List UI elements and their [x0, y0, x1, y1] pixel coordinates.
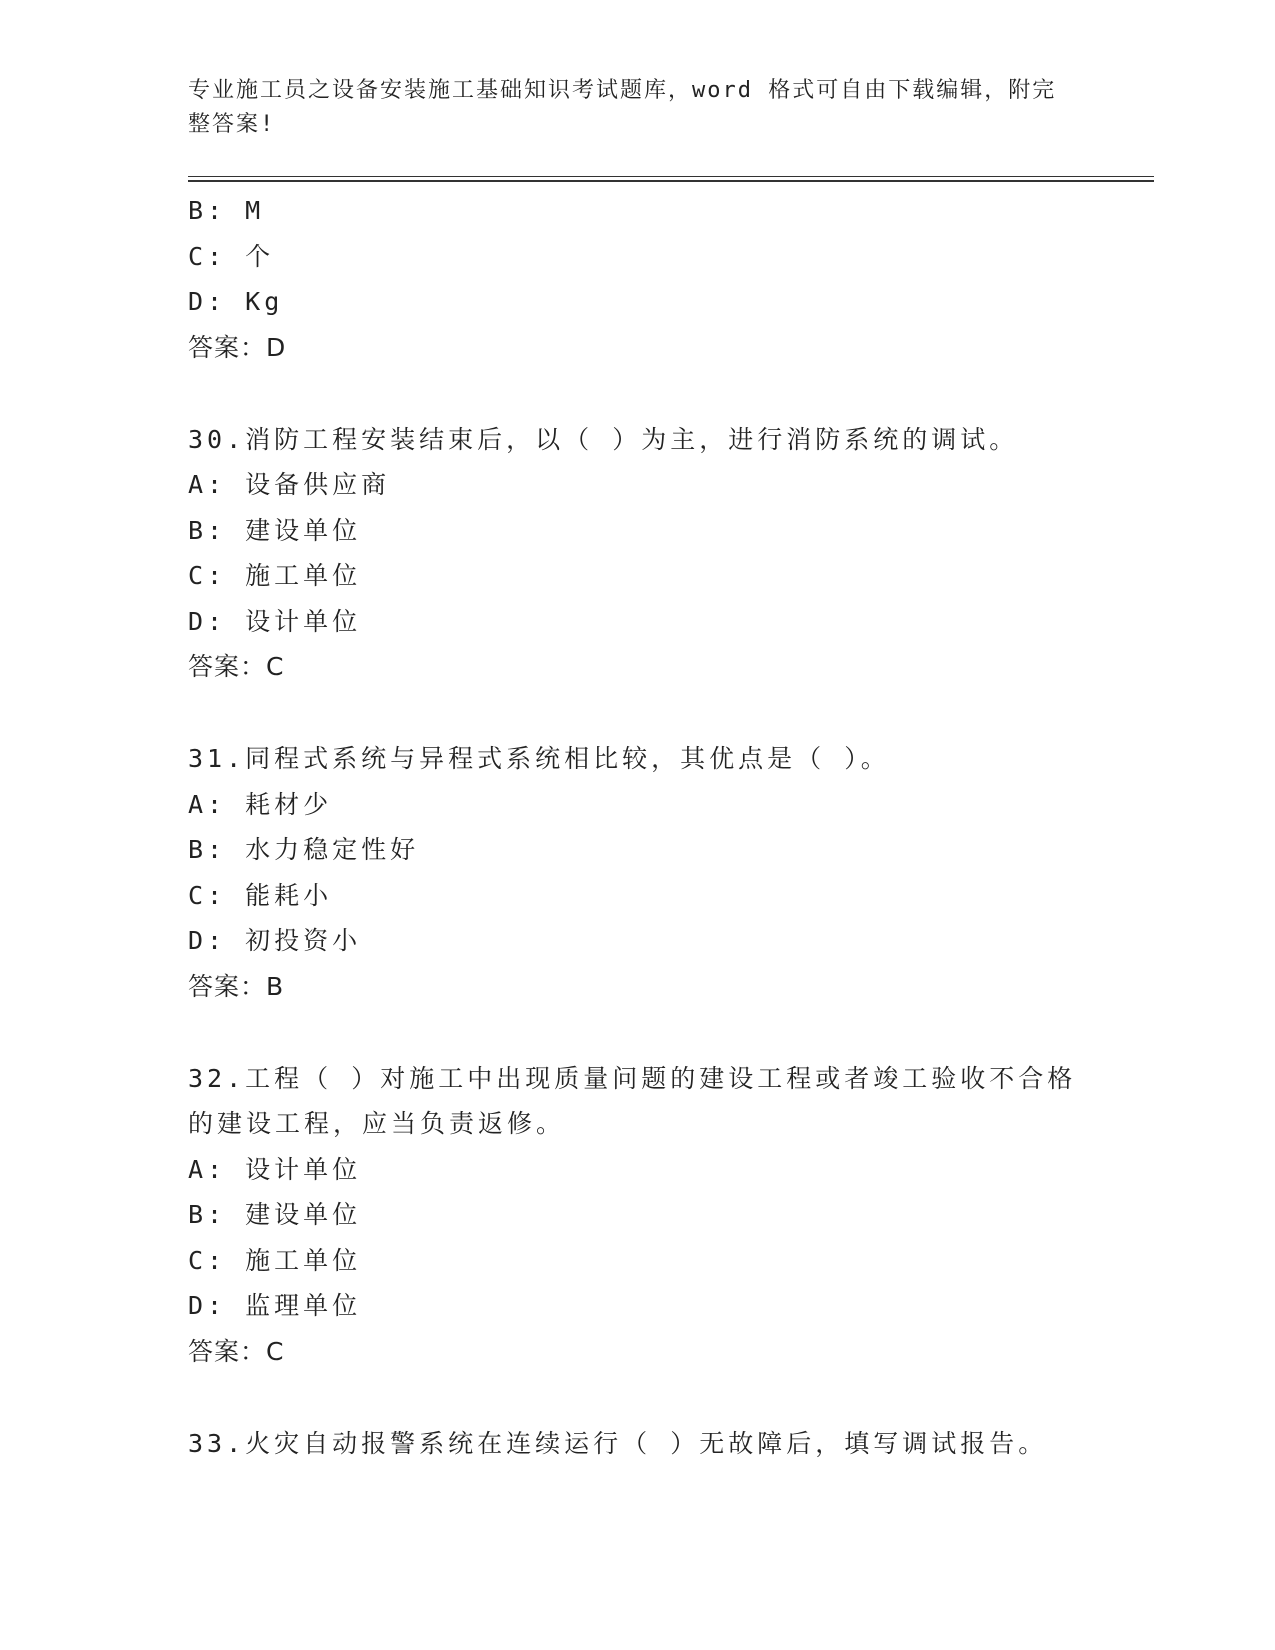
option-c: C: 个	[188, 241, 275, 271]
option-b: B: 建设单位	[188, 1200, 362, 1229]
option-b: B: M	[188, 196, 265, 225]
option-c: C: 能耗小	[188, 880, 333, 910]
spacer	[188, 1010, 1088, 1056]
answer-line: 答案：D	[188, 332, 287, 362]
question-stem-continued: 的建设工程，应当负责返修。	[188, 1109, 566, 1138]
answer-line: 答案：B	[188, 971, 285, 1001]
question-stem: 30.消防工程安装结束后，以（ ）为主，进行消防系统的调试。	[188, 424, 1019, 454]
answer-line: 答案：C	[188, 1336, 285, 1366]
option-d: D: Kg	[188, 287, 284, 316]
option-c: C: 施工单位	[188, 1245, 362, 1275]
question-33	[188, 1421, 1088, 1467]
question-31	[188, 736, 1088, 1010]
option-a: A: 设计单位	[188, 1154, 362, 1184]
option-b: B: 建设单位	[188, 515, 362, 545]
option-d: D: 设计单位	[188, 606, 362, 636]
header-line: 整答案!	[188, 112, 276, 137]
spacer	[188, 690, 1088, 736]
document-body	[188, 188, 1088, 1466]
question-stem: 31.同程式系统与异程式系统相比较，其优点是（ ）。	[188, 744, 890, 773]
option-a: A: 设备供应商	[188, 470, 391, 499]
option-a: A: 耗材少	[188, 789, 333, 819]
question-30	[188, 417, 1088, 691]
question-fragment	[188, 188, 1088, 371]
option-d: D: 初投资小	[188, 926, 362, 955]
question-stem: 33.火灾自动报警系统在连续运行（ ）无故障后，填写调试报告。	[188, 1428, 1048, 1458]
question-32	[188, 1056, 1088, 1375]
header-line: 专业施工员之设备安装施工基础知识考试题库，word 格式可自由下载编辑，附完	[188, 78, 1057, 103]
question-stem: 32.工程（ ）对施工中出现质量问题的建设工程或者竣工验收不合格	[188, 1063, 1077, 1093]
option-c: C: 施工单位	[188, 561, 362, 590]
document-header	[188, 74, 1068, 142]
header-divider	[188, 180, 1154, 182]
option-d: D: 监理单位	[188, 1291, 362, 1320]
option-b: B: 水力稳定性好	[188, 835, 420, 864]
answer-line: 答案：C	[188, 652, 285, 681]
spacer	[188, 371, 1088, 417]
header-divider	[188, 176, 1154, 177]
spacer	[188, 1375, 1088, 1421]
